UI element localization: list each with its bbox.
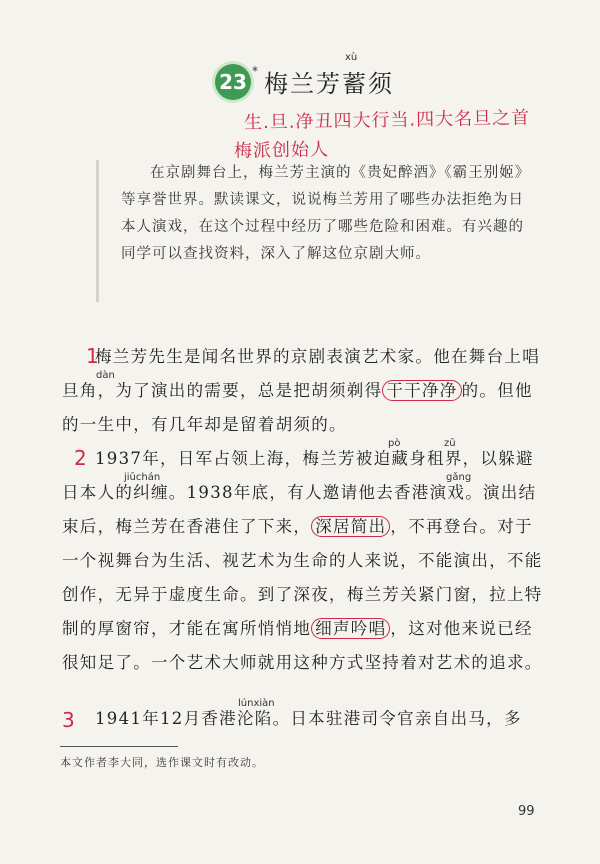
- p2-text-b: ，不再登台。对于一个视舞台为生活、视艺术为生命的人来说，不能演出，不能创作，无异于虚度生命。到了深夜，梅兰芳关紧门窗，拉上特制的厚窗帘，才能在寓所悄悄地: [62, 517, 543, 638]
- pinyin-zu: zū: [444, 438, 456, 449]
- paragraph-number-1: 1: [86, 344, 99, 368]
- paragraph-1: [62, 340, 548, 442]
- pinyin-lunxian: lúnxiàn: [238, 698, 275, 709]
- p1-text-b: 的。但他的一生中，有几年却是留着胡须的。: [62, 381, 533, 434]
- paragraph-2: [62, 442, 548, 680]
- p2-text-c: ，这对他来说已经很知足了。一个艺术大师就用这种方式坚持着对艺术的追求。: [62, 619, 543, 672]
- pinyin-gang: gǎng: [446, 472, 472, 483]
- paragraph-number-2: 2: [74, 446, 87, 470]
- lesson-title: 梅兰芳蓄须: [264, 70, 394, 98]
- paragraph-number-3: 3: [62, 708, 75, 732]
- footnote-divider: [60, 746, 178, 747]
- paragraph-3: [62, 702, 548, 736]
- lesson-number-badge: 23: [215, 64, 251, 100]
- handwritten-note-1: 生.旦.净丑四大行当.四大名旦之首: [243, 107, 531, 134]
- handwritten-note-2: 梅派创始人: [233, 139, 330, 162]
- lesson-mark: *: [252, 64, 258, 78]
- p2-text-a: 1937年，日军占领上海，梅兰芳被迫藏身租界，以躲避日本人的纠缠。1938年底，有人邀请他去香港演戏。演出结束后，梅兰芳在香港住了下来，: [62, 449, 537, 536]
- page-number: 99: [518, 804, 535, 819]
- intro-text: 在京剧舞台上，梅兰芳主演的《贵妃醉酒》《霸王别姬》等享誉世界。默读课文，说说梅兰芳用了哪些办法拒绝为日本人演戏，在这个过程中经历了哪些危险和困难。有兴趣的同学可以查找资料，深入了解这位京剧大师。: [121, 165, 531, 262]
- footnote: 本文作者李大同，选作课文时有改动。: [60, 756, 264, 769]
- p1-text-a: 梅兰芳先生是闻名世界的京剧表演艺术家。他在舞台上唱旦角，为了演出的需要，总是把胡须剃得: [62, 347, 540, 400]
- p1-circled-phrase: 干干净净: [382, 380, 461, 401]
- pinyin-jiuchan: jiūchán: [124, 472, 161, 483]
- intro-box: [96, 160, 532, 302]
- pinyin-po: pò: [388, 438, 401, 449]
- p2-circled-phrase-1: 深居简出: [311, 516, 390, 537]
- title-pinyin: xù: [345, 52, 358, 63]
- p2-circled-phrase-2: 细声吟唱: [311, 618, 390, 639]
- p3-text: 1941年12月香港沦陷。日本驻港司令官亲自出马，多: [95, 709, 522, 728]
- pinyin-dan: dàn: [96, 370, 115, 381]
